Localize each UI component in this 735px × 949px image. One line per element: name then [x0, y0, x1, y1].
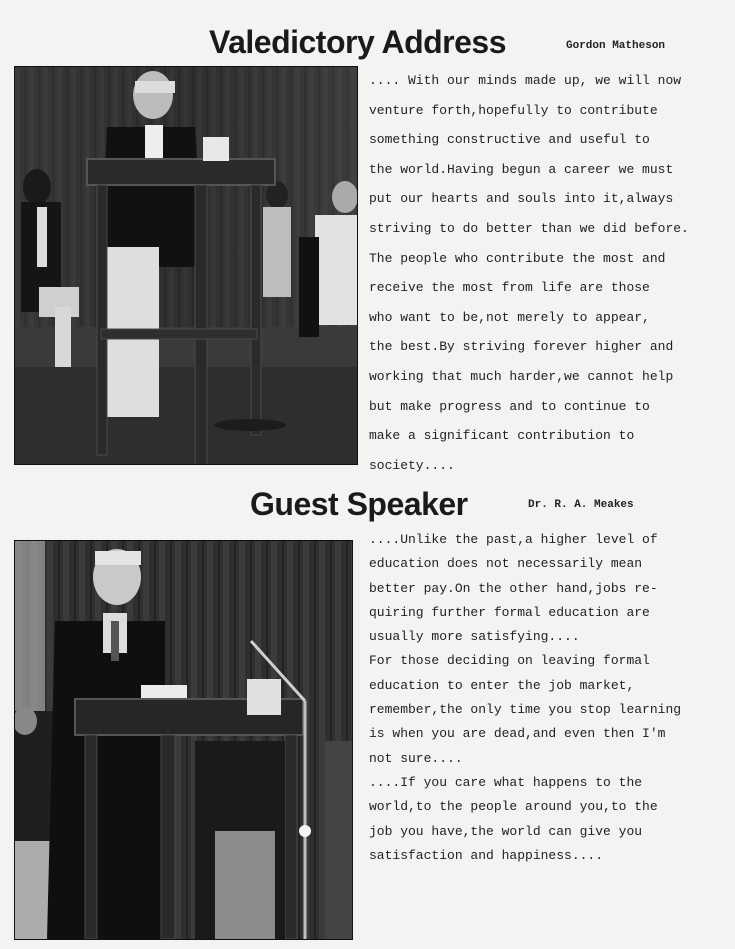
- valedictory-photo: [14, 66, 358, 465]
- guest-speaker-photo-drawing: [15, 541, 352, 939]
- text-line: job you have,the world can give you: [369, 823, 643, 839]
- text-line: is when you are dead,and even then I'm: [369, 726, 666, 742]
- text-line: better pay.On the other hand,jobs re-: [369, 580, 658, 596]
- valedictory-photo-drawing: [15, 67, 357, 464]
- text-line: For those deciding on leaving formal: [369, 653, 650, 669]
- text-line: satisfaction and happiness....: [369, 847, 604, 863]
- text-line: something constructive and useful to: [369, 132, 650, 148]
- guest-speaker-byline: Dr. R. A. Meakes: [528, 499, 634, 511]
- guest-speaker-photo: [14, 540, 353, 940]
- text-line: usually more satisfying....: [369, 629, 580, 645]
- valedictory-text: [369, 66, 731, 480]
- text-line: quiring further formal education are: [369, 604, 650, 620]
- text-line: the best.By striving forever higher and: [369, 339, 674, 355]
- text-line: .... With our minds made up, we will now: [369, 73, 682, 88]
- text-line: venture forth,hopefully to contribute: [369, 102, 658, 118]
- text-line: make a significant contribution to: [369, 428, 635, 444]
- text-line: ....Unlike the past,a higher level of: [369, 532, 658, 547]
- text-line: but make progress and to continue to: [369, 398, 650, 414]
- guest-speaker-text: [369, 528, 729, 868]
- guest-speaker-heading: Guest Speaker: [250, 486, 468, 522]
- text-line: not sure....: [369, 750, 463, 766]
- text-line: put our hearts and souls into it,always: [369, 191, 674, 207]
- text-line: world,to the people around you,to the: [369, 799, 658, 815]
- valedictory-byline: Gordon Matheson: [566, 40, 666, 52]
- text-line: education to enter the job market,: [369, 677, 635, 693]
- text-line: education does not necessarily mean: [369, 556, 643, 572]
- text-line: who want to be,not merely to appear,: [369, 309, 650, 325]
- text-line: the world.Having begun a career we must: [369, 161, 674, 177]
- text-line: receive the most from life are those: [369, 280, 650, 296]
- text-line: working that much harder,we cannot help: [369, 368, 674, 384]
- text-line: remember,the only time you stop learning: [369, 702, 682, 718]
- text-line: The people who contribute the most and: [369, 250, 666, 266]
- valedictory-heading: Valedictory Address: [209, 24, 506, 60]
- text-line: striving to do better than we did before.: [369, 220, 689, 236]
- text-line: society....: [369, 457, 455, 473]
- text-line: ....If you care what happens to the: [369, 774, 643, 790]
